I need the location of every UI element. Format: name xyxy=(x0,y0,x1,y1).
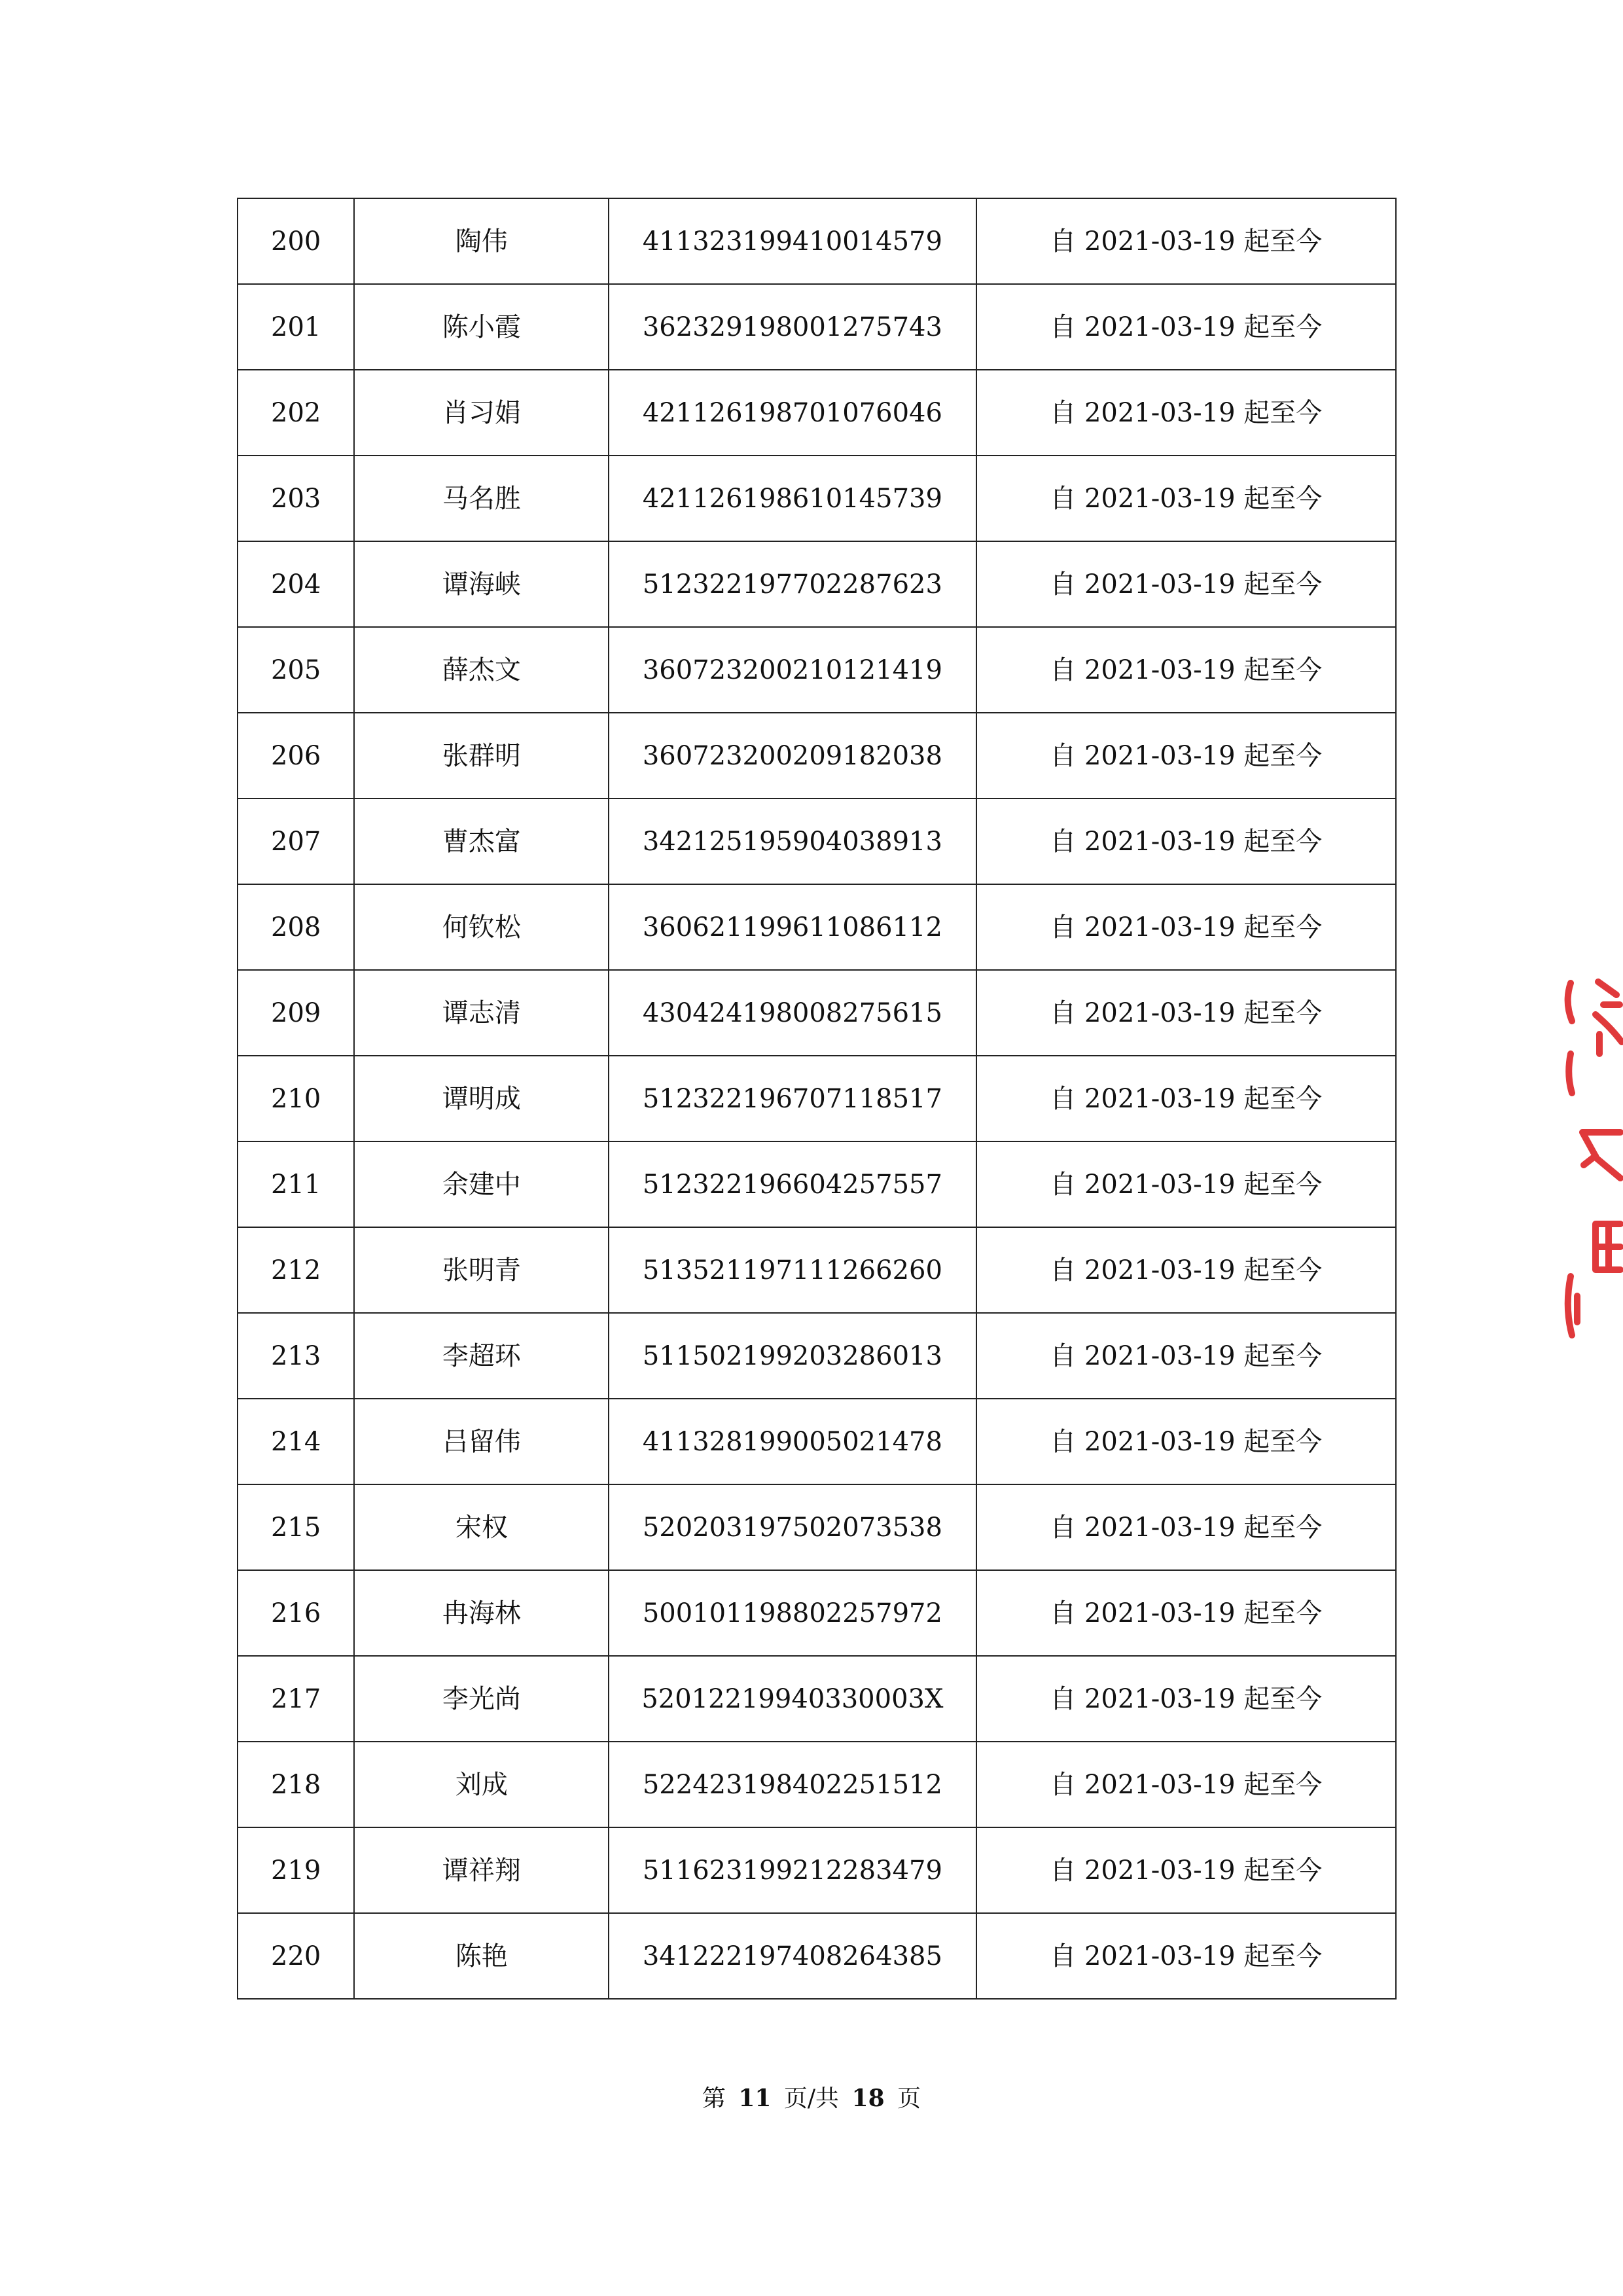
id-number: 411328199005021478 xyxy=(609,1399,976,1484)
period-text: 自 2021-03-19 起至今 xyxy=(976,798,1396,884)
period-text: 自 2021-03-19 起至今 xyxy=(976,284,1396,370)
row-number: 215 xyxy=(238,1484,354,1570)
table-row xyxy=(238,1656,1396,1742)
period-text: 自 2021-03-19 起至今 xyxy=(976,1399,1396,1484)
person-name: 余建中 xyxy=(354,1141,609,1227)
row-number: 201 xyxy=(238,284,354,370)
footer-middle: 页/共 xyxy=(783,2085,840,2112)
red-seal-stamp xyxy=(1558,969,1623,1348)
table-row xyxy=(238,1484,1396,1570)
id-number: 421126198701076046 xyxy=(609,370,976,456)
table-row xyxy=(238,1313,1396,1399)
period-text: 自 2021-03-19 起至今 xyxy=(976,1484,1396,1570)
footer-suffix: 页 xyxy=(897,2085,921,2112)
id-number: 500101198802257972 xyxy=(609,1570,976,1656)
row-number: 211 xyxy=(238,1141,354,1227)
id-number: 421126198610145739 xyxy=(609,456,976,541)
table-row xyxy=(238,1141,1396,1227)
table-body xyxy=(238,198,1396,1999)
id-number: 52012219940330003X xyxy=(609,1656,976,1742)
current-page-number: 11 xyxy=(738,2085,772,2112)
table-row xyxy=(238,1742,1396,1827)
row-number: 205 xyxy=(238,627,354,713)
period-text: 自 2021-03-19 起至今 xyxy=(976,970,1396,1056)
id-number: 522423198402251512 xyxy=(609,1742,976,1827)
row-number: 219 xyxy=(238,1827,354,1913)
person-name: 宋权 xyxy=(354,1484,609,1570)
row-number: 218 xyxy=(238,1742,354,1827)
period-text: 自 2021-03-19 起至今 xyxy=(976,627,1396,713)
row-number: 200 xyxy=(238,198,354,284)
person-name: 薛杰文 xyxy=(354,627,609,713)
period-text: 自 2021-03-19 起至今 xyxy=(976,1141,1396,1227)
id-number: 512322196707118517 xyxy=(609,1056,976,1141)
row-number: 212 xyxy=(238,1227,354,1313)
period-text: 自 2021-03-19 起至今 xyxy=(976,1913,1396,1999)
person-name: 谭祥翔 xyxy=(354,1827,609,1913)
person-name: 陈艳 xyxy=(354,1913,609,1999)
person-name: 张明青 xyxy=(354,1227,609,1313)
id-number: 342125195904038913 xyxy=(609,798,976,884)
period-text: 自 2021-03-19 起至今 xyxy=(976,1827,1396,1913)
period-text: 自 2021-03-19 起至今 xyxy=(976,1056,1396,1141)
row-number: 204 xyxy=(238,541,354,627)
id-number: 411323199410014579 xyxy=(609,198,976,284)
row-number: 206 xyxy=(238,713,354,798)
id-number: 512322196604257557 xyxy=(609,1141,976,1227)
id-number: 360723200210121419 xyxy=(609,627,976,713)
period-text: 自 2021-03-19 起至今 xyxy=(976,370,1396,456)
id-number: 360621199611086112 xyxy=(609,884,976,970)
table-row xyxy=(238,884,1396,970)
period-text: 自 2021-03-19 起至今 xyxy=(976,1570,1396,1656)
id-number: 430424198008275615 xyxy=(609,970,976,1056)
table-row xyxy=(238,198,1396,284)
person-name: 肖习娟 xyxy=(354,370,609,456)
row-number: 209 xyxy=(238,970,354,1056)
table-row xyxy=(238,1570,1396,1656)
id-number: 511623199212283479 xyxy=(609,1827,976,1913)
row-number: 202 xyxy=(238,370,354,456)
table-row xyxy=(238,627,1396,713)
id-number: 360723200209182038 xyxy=(609,713,976,798)
table-row xyxy=(238,370,1396,456)
person-name: 曹杰富 xyxy=(354,798,609,884)
table-row xyxy=(238,456,1396,541)
person-name: 谭志清 xyxy=(354,970,609,1056)
row-number: 208 xyxy=(238,884,354,970)
row-number: 210 xyxy=(238,1056,354,1141)
table-row xyxy=(238,798,1396,884)
person-name: 冉海林 xyxy=(354,1570,609,1656)
person-name: 陈小霞 xyxy=(354,284,609,370)
period-text: 自 2021-03-19 起至今 xyxy=(976,1656,1396,1742)
row-number: 203 xyxy=(238,456,354,541)
row-number: 207 xyxy=(238,798,354,884)
period-text: 自 2021-03-19 起至今 xyxy=(976,1742,1396,1827)
person-name: 张群明 xyxy=(354,713,609,798)
period-text: 自 2021-03-19 起至今 xyxy=(976,713,1396,798)
period-text: 自 2021-03-19 起至今 xyxy=(976,541,1396,627)
row-number: 220 xyxy=(238,1913,354,1999)
seal-fragment-icon xyxy=(1558,969,1623,1348)
person-name: 吕留伟 xyxy=(354,1399,609,1484)
row-number: 213 xyxy=(238,1313,354,1399)
person-name: 谭海峡 xyxy=(354,541,609,627)
period-text: 自 2021-03-19 起至今 xyxy=(976,198,1396,284)
table-row xyxy=(238,1056,1396,1141)
total-page-count: 18 xyxy=(851,2085,885,2112)
id-number: 513521197111266260 xyxy=(609,1227,976,1313)
person-name: 陶伟 xyxy=(354,198,609,284)
person-name: 李超环 xyxy=(354,1313,609,1399)
id-number: 512322197702287623 xyxy=(609,541,976,627)
id-number: 341222197408264385 xyxy=(609,1913,976,1999)
period-text: 自 2021-03-19 起至今 xyxy=(976,1313,1396,1399)
period-text: 自 2021-03-19 起至今 xyxy=(976,456,1396,541)
table-row xyxy=(238,970,1396,1056)
period-text: 自 2021-03-19 起至今 xyxy=(976,884,1396,970)
person-name: 马名胜 xyxy=(354,456,609,541)
table-row xyxy=(238,541,1396,627)
footer-prefix: 第 xyxy=(702,2085,726,2112)
id-number: 511502199203286013 xyxy=(609,1313,976,1399)
person-name: 刘成 xyxy=(354,1742,609,1827)
table-row xyxy=(238,284,1396,370)
id-number: 362329198001275743 xyxy=(609,284,976,370)
id-number: 520203197502073538 xyxy=(609,1484,976,1570)
table-row xyxy=(238,1913,1396,1999)
table-row xyxy=(238,713,1396,798)
row-number: 217 xyxy=(238,1656,354,1742)
row-number: 216 xyxy=(238,1570,354,1656)
row-number: 214 xyxy=(238,1399,354,1484)
table-row xyxy=(238,1227,1396,1313)
person-name: 李光尚 xyxy=(354,1656,609,1742)
page-footer xyxy=(0,2080,1623,2113)
period-text: 自 2021-03-19 起至今 xyxy=(976,1227,1396,1313)
table-row xyxy=(238,1827,1396,1913)
table-row xyxy=(238,1399,1396,1484)
personnel-table xyxy=(237,198,1397,2000)
person-name: 何钦松 xyxy=(354,884,609,970)
person-name: 谭明成 xyxy=(354,1056,609,1141)
